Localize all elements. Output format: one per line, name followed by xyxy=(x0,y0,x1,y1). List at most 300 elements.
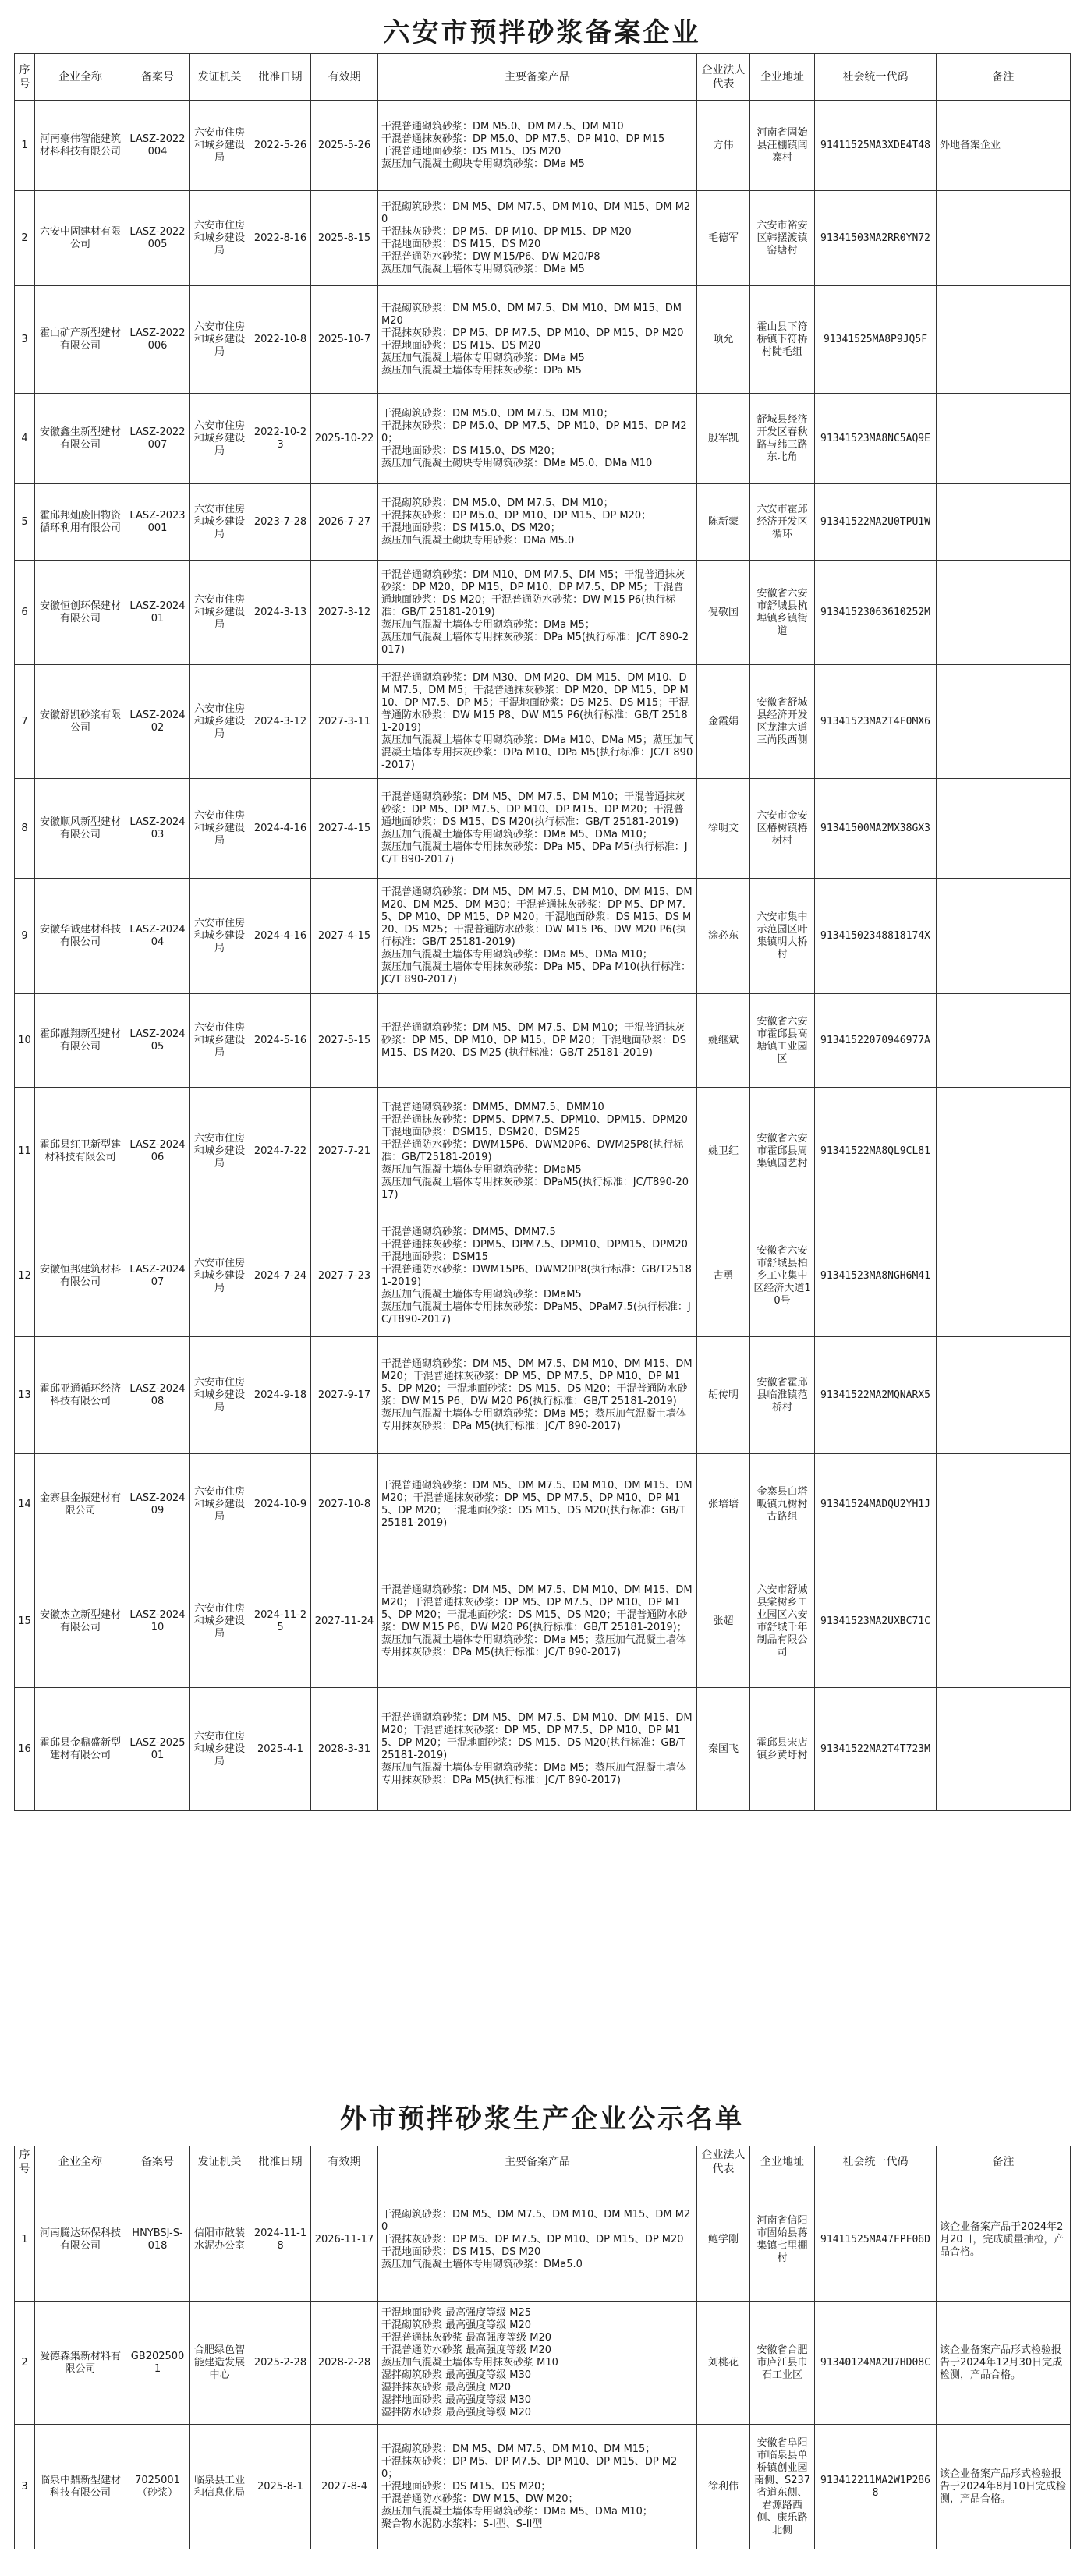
column-header: 企业全称 xyxy=(35,2146,126,2178)
product-line: 蒸压加气混凝土墙体专用抹灰砂浆：DPaM5、DPaM7.5(执行标准：JC/T890-2017) xyxy=(381,1300,691,1325)
column-header: 企业法人代表 xyxy=(697,54,750,101)
row-number: 3 xyxy=(15,286,35,394)
column-header: 企业全称 xyxy=(35,54,126,101)
company-name: 河南豪伟智能建筑材料科技有限公司 xyxy=(35,101,126,191)
company-name: 安徽鑫生新型建材有限公司 xyxy=(35,394,126,484)
company-name: 安徽顺风新型建材有限公司 xyxy=(35,779,126,879)
product-line: 干混普通防水砂浆：DWM15P6、DWM20P8(执行标准：GB/T25181-2019) xyxy=(381,1263,692,1288)
row-number: 14 xyxy=(15,1454,35,1555)
row-number: 1 xyxy=(15,2178,35,2302)
record-number: LASZ-2022006 xyxy=(126,286,190,394)
product-line: 蒸压加气混凝土墙体专用抹灰砂浆：DPa M5、DPa M10(执行标准：JC/T 890-2017) xyxy=(381,961,692,985)
remark xyxy=(937,191,1071,286)
section1-header-row xyxy=(15,54,1071,101)
product-line: 蒸压加气混凝土墙体专用砌筑砂浆：DMa M5、DMa M10； xyxy=(381,948,653,961)
record-number: LASZ-202402 xyxy=(126,665,190,779)
company-address: 安徽省舒城县经济开发区龙津大道三尚段西侧 xyxy=(750,665,815,779)
main-products xyxy=(378,1337,697,1454)
remark xyxy=(937,1688,1071,1811)
company-address: 六安市集中示范园区叶集镇明大桥村 xyxy=(750,879,815,994)
legal-representative: 秦国飞 xyxy=(697,1688,750,1811)
company-name: 安徽恒邦建筑材料有限公司 xyxy=(35,1215,126,1337)
product-line: 干混普通砌筑砂浆：DM M5、DM M7.5、DM M10、DM M15、DM M20；干混普通抹灰砂浆：DP M5、DP M7.5、DP M10、DP M15、DP M20；干混地面砂浆：DS M15、DS M20；干混普通防水砂浆：DW M15 P6、DW M20 P6(执行标准：GB/T 25181-2019)；蒸压加气混凝土墙体专用砌筑砂浆：DMa M5；蒸压加气混凝土墙体专用抹灰砂浆：DPa M5(执行标准：JC/T 890-2017) xyxy=(381,1583,693,1658)
approval-date: 2024-10-9 xyxy=(250,1454,311,1555)
table-row xyxy=(15,2302,1071,2425)
credit-code: 91341503MA2RR0YN72 xyxy=(815,191,937,286)
company-address: 六安市舒城县棠树乡工业园区六安市舒城千年制品有限公司 xyxy=(750,1555,815,1688)
product-line: 干混普通砌筑砂浆：DM M10、DM M7.5、DM M5；干混普通抹灰砂浆：DP M20、DP M15、DP M10、DP M7.5、DP M5；干混普通地面砂浆：DS M20；干混普通防水砂浆：DW M15 P6(执行标准：GB/T 25181-2019) xyxy=(381,568,685,618)
column-header: 备案号 xyxy=(126,54,190,101)
product-line: 干混地面砂浆：DS M15、DS M20 xyxy=(381,339,541,352)
table-row xyxy=(15,101,1071,191)
product-line: 蒸压加气混凝土墙体专用砌筑砂浆：DMa M10、DMa M5；蒸压加气混凝土墙体专用抹灰砂浆：DPa M10、DPa M5(执行标准：JC/T 890-2017) xyxy=(381,734,693,771)
remark xyxy=(937,394,1071,484)
credit-code: 913412211MA2W1P2868 xyxy=(815,2425,937,2549)
issuing-authority: 六安市住房和城乡建设局 xyxy=(190,994,250,1088)
product-line: 干混普通防水砂浆：DWM15P6、DWM20P6、DWM25P8(执行标准：GB/T25181-2019) xyxy=(381,1138,684,1163)
company-name: 霍山矿产新型建材有限公司 xyxy=(35,286,126,394)
company-name: 爱德森集新材料有限公司 xyxy=(35,2302,126,2425)
main-products xyxy=(378,484,697,561)
credit-code: 91341523MA8NC5AQ9E xyxy=(815,394,937,484)
main-products xyxy=(378,665,697,779)
company-name: 六安中固建材有限公司 xyxy=(35,191,126,286)
table-row xyxy=(15,2425,1071,2549)
legal-representative: 胡传明 xyxy=(697,1337,750,1454)
remark: 该企业备案产品于2024年2月20日，完成质量抽检，产品合格。 xyxy=(937,2178,1071,2302)
record-number: HNYBSJ-S-018 xyxy=(126,2178,190,2302)
table-row xyxy=(15,286,1071,394)
table-row xyxy=(15,484,1071,561)
remark xyxy=(937,286,1071,394)
approval-date: 2024-5-16 xyxy=(250,994,311,1088)
table-row xyxy=(15,1215,1071,1337)
main-products xyxy=(378,1688,697,1811)
valid-until: 2027-3-12 xyxy=(311,561,378,665)
legal-representative: 项允 xyxy=(697,286,750,394)
product-line: 干混普通砌筑砂浆：DM M30、DM M20、DM M15、DM M10、DM M7.5、DM M5；干混普通抹灰砂浆：DP M20、DP M15、DP M10、DP M7.5、DP M5；干混地面砂浆：DS M25、DS M15；干混普通防水砂浆：DW M15 P8、DW M15 P6(执行标准：GB/T 25181-2019) xyxy=(381,671,689,734)
credit-code: 91341522MA2U0TPU1W xyxy=(815,484,937,561)
main-products xyxy=(378,879,697,994)
record-number: LASZ-202407 xyxy=(126,1215,190,1337)
record-number: LASZ-2022004 xyxy=(126,101,190,191)
row-number: 15 xyxy=(15,1555,35,1688)
company-address: 六安市霍邱经济开发区循环 xyxy=(750,484,815,561)
table-row xyxy=(15,561,1071,665)
product-line: 干混普通防水砂浆：DW M15、DW M20； xyxy=(381,2493,579,2505)
product-line: 干混普通砌筑砂浆：DM M5、DM M7.5、DM M10、DM M15、DM M20；干混普通抹灰砂浆：DP M5、DP M7.5、DP M10、DP M15、DP M20；干混地面砂浆：DS M15、DS M20(执行标准：GB/T 25181-2019) xyxy=(381,1479,693,1529)
record-number: LASZ-2023001 xyxy=(126,484,190,561)
issuing-authority: 六安市住房和城乡建设局 xyxy=(190,1337,250,1454)
product-line: 蒸压加气混凝土墙体专用抹灰砂浆：DPaM5(执行标准：JC/T890-2017) xyxy=(381,1176,689,1201)
product-line: 干混地面砂浆：DS M15.0、DS M20； xyxy=(381,522,561,534)
legal-representative: 徐明文 xyxy=(697,779,750,879)
main-products xyxy=(378,561,697,665)
product-line: 蒸压加气混凝土墙体专用砌筑砂浆：DMaM5 xyxy=(381,1288,582,1300)
main-products xyxy=(378,2302,697,2425)
main-products xyxy=(378,191,697,286)
legal-representative: 张培培 xyxy=(697,1454,750,1555)
issuing-authority: 六安市住房和城乡建设局 xyxy=(190,286,250,394)
product-line: 干混普通砌筑砂浆：DM M5、DM M7.5、DM M10；干混普通抹灰砂浆：DP M5、DP M10、DP M15、DP M20；干混地面砂浆：DS M15、DS M20、DS M25 (执行标准：GB/T 25181-2019) xyxy=(381,1021,686,1059)
record-number: LASZ-202410 xyxy=(126,1555,190,1688)
product-line: 干混普通抹灰砂浆 最高强度等级 M20 xyxy=(381,2331,552,2344)
company-name: 霍邱县金鼎盛新型建材有限公司 xyxy=(35,1688,126,1811)
approval-date: 2024-4-16 xyxy=(250,879,311,994)
table-row xyxy=(15,665,1071,779)
company-address: 安徽省六安市霍邱县高塘镇工业园区 xyxy=(750,994,815,1088)
product-line: 干混普通砌筑砂浆：DM M5、DM M7.5、DM M10、DM M15、DM M20、DM M25、DM M30；干混普通抹灰砂浆：DP M5、DP M7.5、DP M10、DP M15、DP M20；干混地面砂浆：DS M15、DS M20、DS M25；干混普通防水砂浆：DW M15 P6、DW M20 P6(执行标准：GB/T 25181-2019) xyxy=(381,886,693,948)
product-line: 蒸压加气混凝土墙体专用砌筑砂浆：DMa M5、DMa M10； xyxy=(381,2505,653,2518)
remark xyxy=(937,665,1071,779)
credit-code: 91341523MA2UXBC71C xyxy=(815,1555,937,1688)
remark xyxy=(937,1555,1071,1688)
product-line: 干混普通砌筑砂浆：DM M5、DM M7.5、DM M10；干混普通抹灰砂浆：DP M5、DP M7.5、DP M10、DP M15、DP M20；干混普通地面砂浆：DS M15、DS M20(执行标准：GB/T 25181-2019) xyxy=(381,791,685,828)
credit-code: 91341522070946977A xyxy=(815,994,937,1088)
legal-representative: 陈新蒙 xyxy=(697,484,750,561)
legal-representative: 方伟 xyxy=(697,101,750,191)
product-line: 干混地面砂浆：DS M15、DS M20 xyxy=(381,238,541,250)
product-line: 干混普通抹灰砂浆：DPM5、DPM7.5、DPM10、DPM15、DPM20 xyxy=(381,1113,688,1126)
product-line: 干混砌筑砂浆：DM M5、DM M7.5、DM M10、DM M15； xyxy=(381,2443,656,2455)
section2-header-row xyxy=(15,2146,1071,2178)
product-line: 干混普通砌筑砂浆：DMM5、DMM7.5、DMM10 xyxy=(381,1101,604,1113)
remark xyxy=(937,484,1071,561)
record-number: 7025001（砂浆） xyxy=(126,2425,190,2549)
row-number: 1 xyxy=(15,101,35,191)
column-header: 有效期 xyxy=(311,2146,378,2178)
legal-representative: 鲍学刚 xyxy=(697,2178,750,2302)
column-header: 备注 xyxy=(937,54,1071,101)
remark: 外地备案企业 xyxy=(937,101,1071,191)
credit-code: 91341523063610252M xyxy=(815,561,937,665)
record-number: LASZ-2022005 xyxy=(126,191,190,286)
row-number: 6 xyxy=(15,561,35,665)
product-line: 干混普通地面砂浆：DS M15、DS M20 xyxy=(381,145,561,157)
valid-until: 2027-4-15 xyxy=(311,779,378,879)
product-line: 干混普通砌筑砂浆：DM M5、DM M7.5、DM M10、DM M15、DM M20；干混普通抹灰砂浆：DP M5、DP M7.5、DP M10、DP M15、DP M20；干混地面砂浆：DS M15、DS M20(执行标准：GB/T 25181-2019) xyxy=(381,1711,693,1761)
row-number: 2 xyxy=(15,2302,35,2425)
record-number: LASZ-202401 xyxy=(126,561,190,665)
credit-code: 91341522MA8QL9CL81 xyxy=(815,1088,937,1215)
company-name: 临泉中鼎新型建材科技有限公司 xyxy=(35,2425,126,2549)
approval-date: 2024-11-18 xyxy=(250,2178,311,2302)
main-products xyxy=(378,1088,697,1215)
legal-representative: 金霞娟 xyxy=(697,665,750,779)
product-line: 聚合物水泥防水浆料：S-I型、S-II型 xyxy=(381,2518,543,2530)
approval-date: 2024-4-16 xyxy=(250,779,311,879)
row-number: 5 xyxy=(15,484,35,561)
remark xyxy=(937,561,1071,665)
valid-until: 2027-9-17 xyxy=(311,1337,378,1454)
credit-code: 91341523MA2T4F0MX6 xyxy=(815,665,937,779)
remark xyxy=(937,1215,1071,1337)
valid-until: 2025-8-15 xyxy=(311,191,378,286)
product-line: 干混普通砌筑砂浆：DM M5.0、DM M7.5、DM M10 xyxy=(381,120,624,133)
valid-until: 2027-11-24 xyxy=(311,1555,378,1688)
company-name: 霍邱亚通循环经济科技有限公司 xyxy=(35,1337,126,1454)
credit-code: 91341502348818174X xyxy=(815,879,937,994)
table-row xyxy=(15,994,1071,1088)
company-address: 安徽省霍邱县临淮镇范桥村 xyxy=(750,1337,815,1454)
product-line: 蒸压加气混凝土砌块专用砌筑砂浆：DMa M5 xyxy=(381,157,585,170)
record-number: LASZ-202408 xyxy=(126,1337,190,1454)
main-products xyxy=(378,394,697,484)
credit-code: 91340124MA2U7HD08C xyxy=(815,2302,937,2425)
row-number: 16 xyxy=(15,1688,35,1811)
approval-date: 2022-8-16 xyxy=(250,191,311,286)
valid-until: 2027-4-15 xyxy=(311,879,378,994)
product-line: 蒸压加气混凝土墙体专用砌筑砂浆：DMa M5；蒸压加气混凝土墙体专用抹灰砂浆：DPa M5(执行标准：JC/T 890-2017) xyxy=(381,1407,686,1432)
remark xyxy=(937,994,1071,1088)
legal-representative: 姚卫红 xyxy=(697,1088,750,1215)
product-line: 干混砌筑砂浆：DM M5.0、DM M7.5、DM M10； xyxy=(381,407,614,419)
product-line: 干混普通防水砂浆 最高强度等级 M20 xyxy=(381,2344,552,2356)
issuing-authority: 六安市住房和城乡建设局 xyxy=(190,561,250,665)
approval-date: 2024-3-13 xyxy=(250,561,311,665)
table-row xyxy=(15,191,1071,286)
valid-until: 2027-7-21 xyxy=(311,1088,378,1215)
column-header: 备注 xyxy=(937,2146,1071,2178)
main-products xyxy=(378,779,697,879)
table-row xyxy=(15,1337,1071,1454)
company-name: 安徽舒凯砂浆有限公司 xyxy=(35,665,126,779)
valid-until: 2027-8-4 xyxy=(311,2425,378,2549)
column-header: 发证机关 xyxy=(190,54,250,101)
row-number: 7 xyxy=(15,665,35,779)
column-header: 企业法人代表 xyxy=(697,2146,750,2178)
valid-until: 2028-3-31 xyxy=(311,1688,378,1811)
issuing-authority: 六安市住房和城乡建设局 xyxy=(190,191,250,286)
product-line: 干混地面砂浆：DSM15、DSM20、DSM25 xyxy=(381,1126,581,1138)
legal-representative: 殷军凯 xyxy=(697,394,750,484)
column-header: 序号 xyxy=(15,2146,35,2178)
credit-code: 91341525MA8P9JQ5F xyxy=(815,286,937,394)
table-row xyxy=(15,1454,1071,1555)
main-products xyxy=(378,2178,697,2302)
remark: 该企业备案产品形式检验报告于2024年12月30日完成检测，产品合格。 xyxy=(937,2302,1071,2425)
record-number: LASZ-202409 xyxy=(126,1454,190,1555)
column-header: 主要备案产品 xyxy=(378,2146,697,2178)
product-line: 干混砌筑砂浆：DM M5、DM M7.5、DM M10、DM M15、DM M20 xyxy=(381,200,691,225)
row-number: 4 xyxy=(15,394,35,484)
company-name: 霍邱县红卫新型建材科技有限公司 xyxy=(35,1088,126,1215)
product-line: 湿拌抹灰砂浆 最高强度 M20 xyxy=(381,2381,512,2394)
record-number: LASZ-202501 xyxy=(126,1688,190,1811)
row-number: 11 xyxy=(15,1088,35,1215)
record-number: LASZ-2022007 xyxy=(126,394,190,484)
issuing-authority: 六安市住房和城乡建设局 xyxy=(190,1688,250,1811)
product-line: 蒸压加气混凝土砌块专用砂浆：DMa M5.0 xyxy=(381,534,575,547)
remark: 该企业备案产品形式检验报告于2024年8月10日完成检测，产品合格。 xyxy=(937,2425,1071,2549)
approval-date: 2024-9-18 xyxy=(250,1337,311,1454)
remark xyxy=(937,779,1071,879)
remark xyxy=(937,1337,1071,1454)
company-address: 安徽省六安市舒城县杭埠镇乡镇街道 xyxy=(750,561,815,665)
product-line: 干混抹灰砂浆：DP M5、DP M7.5、DP M10、DP M15、DP M20 xyxy=(381,2233,684,2245)
valid-until: 2027-7-23 xyxy=(311,1215,378,1337)
column-header: 发证机关 xyxy=(190,2146,250,2178)
company-address: 河南省固始县汪棚镇闫寨村 xyxy=(750,101,815,191)
column-header: 企业地址 xyxy=(750,54,815,101)
approval-date: 2025-4-1 xyxy=(250,1688,311,1811)
product-line: 干混抹灰砂浆：DP M5、DP M7.5、DP M10、DP M15、DP M20 xyxy=(381,327,684,339)
product-line: 干混地面砂浆：DSM15 xyxy=(381,1251,489,1263)
credit-code: 91341522MA2MQNARX5 xyxy=(815,1337,937,1454)
issuing-authority: 六安市住房和城乡建设局 xyxy=(190,101,250,191)
main-products xyxy=(378,286,697,394)
issuing-authority: 六安市住房和城乡建设局 xyxy=(190,1454,250,1555)
company-address: 河南省信阳市固始县蒋集镇七里棚村 xyxy=(750,2178,815,2302)
table-row xyxy=(15,394,1071,484)
issuing-authority: 六安市住房和城乡建设局 xyxy=(190,665,250,779)
issuing-authority: 六安市住房和城乡建设局 xyxy=(190,779,250,879)
valid-until: 2025-10-22 xyxy=(311,394,378,484)
company-name: 金寨县金振建材有限公司 xyxy=(35,1454,126,1555)
approval-date: 2024-7-24 xyxy=(250,1215,311,1337)
product-line: 干混砌筑砂浆 最高强度等级 M20 xyxy=(381,2319,532,2331)
product-line: 蒸压加气混凝土砌块专用砌筑砂浆：DMa M5.0、DMa M10 xyxy=(381,457,653,469)
company-address: 霍邱县宋店镇乡黄圩村 xyxy=(750,1688,815,1811)
credit-code: 91341500MA2MX38GX3 xyxy=(815,779,937,879)
remark xyxy=(937,1088,1071,1215)
record-number: LASZ-202405 xyxy=(126,994,190,1088)
company-address: 安徽省六安市霍邱县周集镇园艺村 xyxy=(750,1088,815,1215)
section2-title: 外市预拌砂浆生产企业公示名单 xyxy=(340,2104,744,2135)
record-number: GB2025001 xyxy=(126,2302,190,2425)
valid-until: 2027-3-11 xyxy=(311,665,378,779)
legal-representative: 毛德军 xyxy=(697,191,750,286)
legal-representative: 涂必东 xyxy=(697,879,750,994)
legal-representative: 刘桃花 xyxy=(697,2302,750,2425)
product-line: 湿拌砌筑砂浆 最高强度等级 M30 xyxy=(381,2369,532,2381)
issuing-authority: 临泉县工业和信息化局 xyxy=(190,2425,250,2549)
record-number: LASZ-202403 xyxy=(126,779,190,879)
valid-until: 2026-7-27 xyxy=(311,484,378,561)
product-line: 干混普通防水砂浆：DW M15/P6、DW M20/P8 xyxy=(381,250,600,263)
product-line: 干混砌筑砂浆：DM M5、DM M7.5、DM M10、DM M15、DM M20 xyxy=(381,2208,691,2233)
product-line: 干混抹灰砂浆：DP M5.0、DP M10、DP M15、DP M20； xyxy=(381,509,652,522)
company-address: 舒城县经济开发区春秋路与纬三路东北角 xyxy=(750,394,815,484)
company-address: 安徽省阜阳市临泉县单桥镇创业园南侧、S237省道东侧、君源路西侧、康乐路北侧 xyxy=(750,2425,815,2549)
product-line: 干混地面砂浆：DS M15、DS M20； xyxy=(381,2480,551,2493)
valid-until: 2025-5-26 xyxy=(311,101,378,191)
row-number: 13 xyxy=(15,1337,35,1454)
table-row xyxy=(15,779,1071,879)
valid-until: 2027-5-15 xyxy=(311,994,378,1088)
company-address: 霍山县下符桥镇下符桥村陡毛组 xyxy=(750,286,815,394)
record-number: LASZ-202404 xyxy=(126,879,190,994)
product-line: 蒸压加气混凝土墙体专用抹灰砂浆：DPa M5 xyxy=(381,364,582,377)
credit-code: 91341524MADQU2YH1J xyxy=(815,1454,937,1555)
approval-date: 2022-10-23 xyxy=(250,394,311,484)
remark xyxy=(937,879,1071,994)
row-number: 10 xyxy=(15,994,35,1088)
main-products xyxy=(378,1454,697,1555)
main-products xyxy=(378,1215,697,1337)
section1-title: 六安市预拌砂浆备案企业 xyxy=(383,17,701,48)
product-line: 湿拌防水砂浆 最高强度等级 M20 xyxy=(381,2406,532,2419)
issuing-authority: 六安市住房和城乡建设局 xyxy=(190,1215,250,1337)
main-products xyxy=(378,2425,697,2549)
column-header: 社会统一代码 xyxy=(815,2146,937,2178)
column-header: 批准日期 xyxy=(250,2146,311,2178)
row-number: 3 xyxy=(15,2425,35,2549)
approval-date: 2023-7-28 xyxy=(250,484,311,561)
section2-table xyxy=(14,2146,1071,2549)
credit-code: 91411525MA47FPF06D xyxy=(815,2178,937,2302)
product-line: 蒸压加气混凝土墙体专用砌筑砂浆：DMa M5、DMa M10； xyxy=(381,828,653,840)
company-name: 霍邱邦灿废旧物资循环利用有限公司 xyxy=(35,484,126,561)
product-line: 蒸压加气混凝土墙体专用抹灰砂浆：DPa M5(执行标准：JC/T 890-2017) xyxy=(381,631,689,656)
issuing-authority: 六安市住房和城乡建设局 xyxy=(190,1555,250,1688)
product-line: 干混抹灰砂浆：DP M5、DP M7.5、DP M10、DP M15、DP M20； xyxy=(381,2455,678,2480)
product-line: 干混普通抹灰砂浆：DP M5.0、DP M7.5、DP M10、DP M15 xyxy=(381,133,665,145)
main-products xyxy=(378,101,697,191)
legal-representative: 张超 xyxy=(697,1555,750,1688)
valid-until: 2025-10-7 xyxy=(311,286,378,394)
company-name: 安徽恒创环保建材有限公司 xyxy=(35,561,126,665)
product-line: 干混普通砌筑砂浆：DM M5、DM M7.5、DM M10、DM M15、DM M20；干混普通抹灰砂浆：DP M5、DP M7.5、DP M10、DP M15、DP M20；干混地面砂浆：DS M15、DS M20；干混普通防水砂浆：DW M15 P6、DW M20 P6(执行标准：GB/T 25181-2019) xyxy=(381,1357,693,1407)
table-row xyxy=(15,2178,1071,2302)
credit-code: 91411525MA3XDE4T48 xyxy=(815,101,937,191)
row-number: 8 xyxy=(15,779,35,879)
remark xyxy=(937,1454,1071,1555)
credit-code: 91341522MA2T4T723M xyxy=(815,1688,937,1811)
valid-until: 2027-10-8 xyxy=(311,1454,378,1555)
issuing-authority: 六安市住房和城乡建设局 xyxy=(190,879,250,994)
product-line: 干混普通砌筑砂浆：DMM5、DMM7.5 xyxy=(381,1226,556,1238)
row-number: 12 xyxy=(15,1215,35,1337)
column-header: 有效期 xyxy=(311,54,378,101)
product-line: 蒸压加气混凝土墙体专用砌筑砂浆：DMa M5 xyxy=(381,263,585,275)
product-line: 干混抹灰砂浆：DP M5.0、DP M7.5、DP M10、DP M15、DP M20； xyxy=(381,419,687,444)
credit-code: 91341523MA8NGH6M41 xyxy=(815,1215,937,1337)
column-header: 企业地址 xyxy=(750,2146,815,2178)
product-line: 干混普通抹灰砂浆：DPM5、DPM7.5、DPM10、DPM15、DPM20 xyxy=(381,1238,688,1251)
product-line: 干混地面砂浆：DS M15、DS M20 xyxy=(381,2245,541,2258)
main-products xyxy=(378,994,697,1088)
row-number: 2 xyxy=(15,191,35,286)
valid-until: 2026-11-17 xyxy=(311,2178,378,2302)
product-line: 蒸压加气混凝土墙体专用抹灰砂浆 M10 xyxy=(381,2356,558,2369)
product-line: 蒸压加气混凝土墙体专用砌筑砂浆：DMa M5 xyxy=(381,352,585,364)
product-line: 干混砌筑砂浆：DM M5.0、DM M7.5、DM M10、DM M15、DM M20 xyxy=(381,302,682,327)
approval-date: 2025-2-28 xyxy=(250,2302,311,2425)
column-header: 主要备案产品 xyxy=(378,54,697,101)
issuing-authority: 六安市住房和城乡建设局 xyxy=(190,394,250,484)
approval-date: 2024-11-25 xyxy=(250,1555,311,1688)
product-line: 湿拌地面砂浆 最高强度等级 M30 xyxy=(381,2394,532,2406)
record-number: LASZ-202406 xyxy=(126,1088,190,1215)
product-line: 蒸压加气混凝土墙体专用砌筑砂浆：DMa M5；蒸压加气混凝土墙体专用抹灰砂浆：DPa M5(执行标准：JC/T 890-2017) xyxy=(381,1761,686,1786)
approval-date: 2024-3-12 xyxy=(250,665,311,779)
company-address: 安徽省六安市舒城县柏乡工业集中区经济大道10号 xyxy=(750,1215,815,1337)
company-address: 金寨县白塔畈镇九树村古路组 xyxy=(750,1454,815,1555)
product-line: 干混地面砂浆：DS M15.0、DS M20； xyxy=(381,444,561,457)
column-header: 批准日期 xyxy=(250,54,311,101)
company-name: 安徽杰立新型建材有限公司 xyxy=(35,1555,126,1688)
product-line: 干混抹灰砂浆：DP M5、DP M10、DP M15、DP M20 xyxy=(381,225,632,238)
product-line: 蒸压加气混凝土墙体专用砌筑砂浆：DMa M5； xyxy=(381,618,595,631)
company-name: 河南腾达环保科技有限公司 xyxy=(35,2178,126,2302)
legal-representative: 古勇 xyxy=(697,1215,750,1337)
product-line: 干混地面砂浆 最高强度等级 M25 xyxy=(381,2306,532,2319)
row-number: 9 xyxy=(15,879,35,994)
legal-representative: 姚继斌 xyxy=(697,994,750,1088)
product-line: 干混砌筑砂浆：DM M5.0、DM M7.5、DM M10； xyxy=(381,497,614,509)
company-name: 霍邱融翔新型建材有限公司 xyxy=(35,994,126,1088)
